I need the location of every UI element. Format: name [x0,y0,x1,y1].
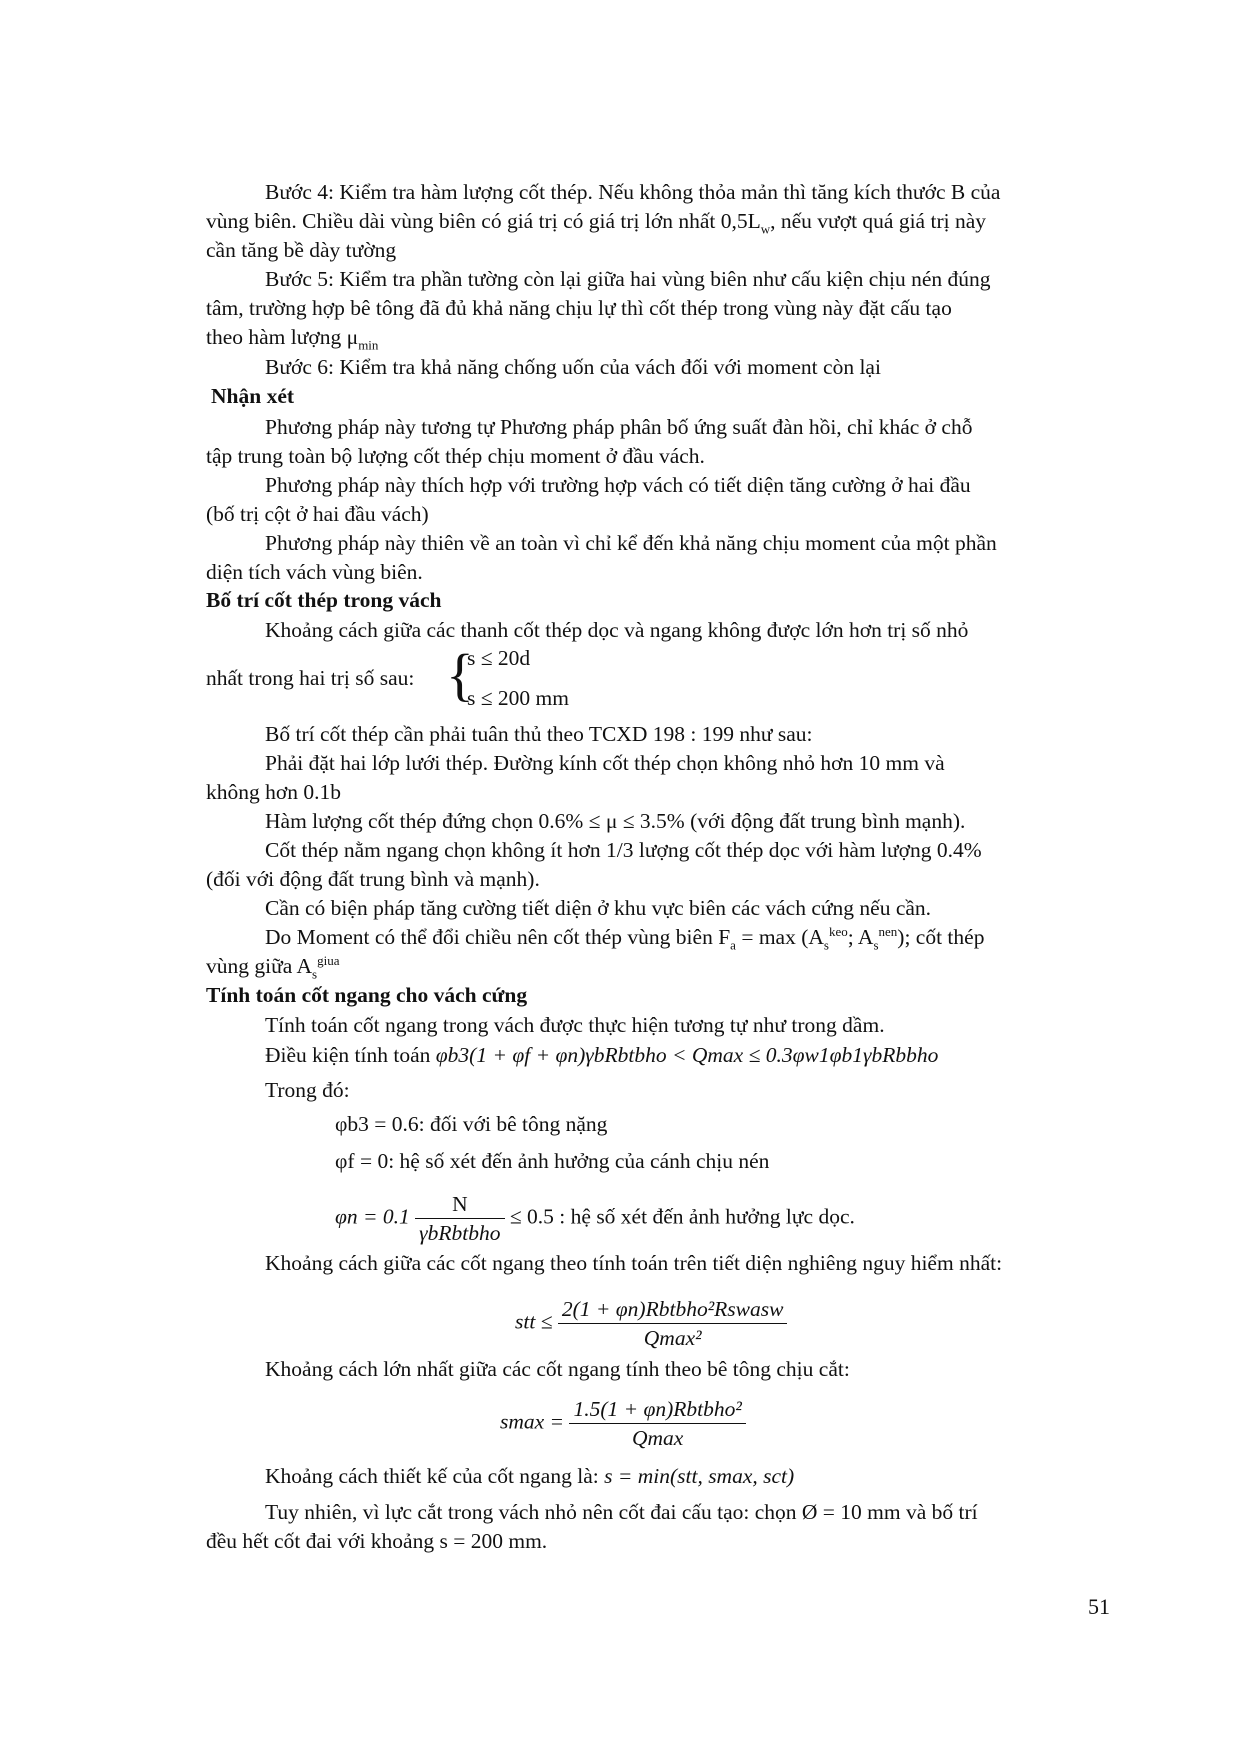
remark1-line1: Phương pháp này tương tự Phương pháp phân bố ứng suất đàn hồi, chỉ khác ở chỗ [265,415,973,439]
phi-n-fraction: $\frac{N}{\text{γbRbtbho}}$ [415,1190,504,1247]
spacing-critical-text: Khoảng cách giữa các cốt ngang theo tính toán trên tiết diện nghiêng nguy hiểm nhất: [265,1251,1003,1275]
rule-boundary: Cần có biện pháp tăng cường tiết diện ở khu vực biên các vách cứng nếu cần. [265,896,932,920]
phi-b3-def: φb3 = 0.6: đối với bê tông nặng [335,1112,608,1136]
remark2-line1: Phương pháp này thích hợp với trường hợp vách có tiết diện tăng cường ở hai đầu [265,473,971,497]
phi-n-def: φn = 0.1 $\frac{N}{\text{γbRbtbho}}$ ≤ 0.5 : hệ số xét đến ảnh hưởng lực dọc. [335,1192,855,1245]
condition-formula: φb3(1 + φf + φn)γbRbtbho < Qmax ≤ 0.3φw1φb1γbRbbho [435,1043,939,1067]
brace-symbol: { [446,642,474,707]
rule-horizontal: Cốt thép nằm ngang chọn không ít hơn 1/3 lượng cốt thép dọc với hàm lượng 0.4% [265,838,982,862]
step4-line2: vùng biên. Chiều dài vùng biên có giá trị có giá trị lớn nhất $0,5L_w$, nếu vượt quá giá trị này [206,209,986,237]
max-spacing-text: Khoảng cách lớn nhất giữa các cốt ngang tính theo bê tông chịu cắt: [265,1357,850,1381]
calc-intro: Tính toán cốt ngang trong vách được thực hiện tương tự như trong dầm. [265,1013,885,1037]
smax-formula: smax = $\frac{\text{1.5(1 + φn)Rbtbho²}}{Qmax}$ [500,1395,746,1452]
heading-nhan-xet: Nhận xét [211,384,295,408]
rule-intro: Bố trí cốt thép cần phải tuân thủ theo TCXD 198 : 199 như sau: [265,722,813,746]
heading-tinh-toan: Tính toán cốt ngang cho vách cứng [206,983,528,1007]
step5-line1: Bước 5: Kiểm tra phần tường còn lại giữa hai vùng biên như cấu kiện chịu nén đúng [265,267,991,291]
heading-bo-tri: Bố trí cốt thép trong vách [206,588,442,612]
rule-ratio: Hàm lượng cốt thép đứng chọn 0.6% ≤ μ ≤ 3.5% (với động đất trung bình mạnh). [265,809,966,833]
step5-line3: theo hàm lượng $\mu_{min}$ [206,325,379,353]
rule-horizontal-cont: (đối với động đất trung bình và mạnh). [206,867,540,891]
phi-f-def: φf = 0: hệ số xét đến ảnh hưởng của cánh chịu nén [335,1149,770,1173]
step4-line3: cần tăng bề dày tường [206,238,397,262]
design-spacing-formula: s = min(stt, smax, sct) [604,1464,795,1488]
page-number: 51 [1088,1594,1110,1619]
rule-moment: Do Moment có thể đổi chiều nên cốt thép vùng biên $F_a = \max (A_s^{keo}$; $A_s^{nen}$); cốt thép [265,923,985,953]
step4-line1: Bước 4: Kiểm tra hàm lượng cốt thép. Nếu không thỏa mản thì tăng kích thước B của [265,180,1001,204]
rule-two-layers-cont: không hơn 0.1b [206,780,341,804]
conclusion-line1: Tuy nhiên, vì lực cắt trong vách nhỏ nên cốt đai cấu tạo: chọn Ø = 10 mm và bố trí [265,1500,978,1524]
rule-two-layers: Phải đặt hai lớp lưới thép. Đường kính cốt thép chọn không nhỏ hơn 10 mm và [265,751,945,775]
step6-line1: Bước 6: Kiểm tra khả năng chống uốn của vách đối với moment còn lại [265,355,881,379]
remark1-line2: tập trung toàn bộ lượng cốt thép chịu moment ở đầu vách. [206,444,705,468]
spacing-line2: nhất trong hai trị số sau: [206,666,415,690]
rule-middle-zone: vùng giữa $A_s^{giua}$ [206,952,340,982]
design-spacing-text: Khoảng cách thiết kế của cốt ngang là: s = min(stt, smax, sct) [265,1464,795,1488]
condition-200mm: s ≤ 200 mm [467,686,569,710]
remark3-line1: Phương pháp này thiên về an toàn vì chỉ kể đến khả năng chịu moment của một phần [265,531,997,555]
stt-formula: stt ≤ $\frac{\text{2(1 + φn)Rbtbho²Rswasw}}{\text{Qmax²}}$ [515,1295,787,1352]
calc-condition: Điều kiện tính toán φb3(1 + φf + φn)γbRbtbho < Qmax ≤ 0.3φw1φb1γbRbbho [265,1043,939,1067]
step5-line2: tâm, trường hợp bê tông đã đủ khả năng chịu lự thì cốt thép trong vùng này đặt cấu tạo [206,296,952,320]
where-label: Trong đó: [265,1078,350,1102]
condition-20d: s ≤ 20d [467,646,531,670]
remark2-line2: (bố trị cột ở hai đầu vách) [206,502,429,526]
remark3-line2: diện tích vách vùng biên. [206,560,423,584]
conclusion-line2: đều hết cốt đai với khoảng s = 200 mm. [206,1529,548,1553]
spacing-line1: Khoảng cách giữa các thanh cốt thép dọc và ngang không được lớn hơn trị số nhỏ [265,618,969,642]
